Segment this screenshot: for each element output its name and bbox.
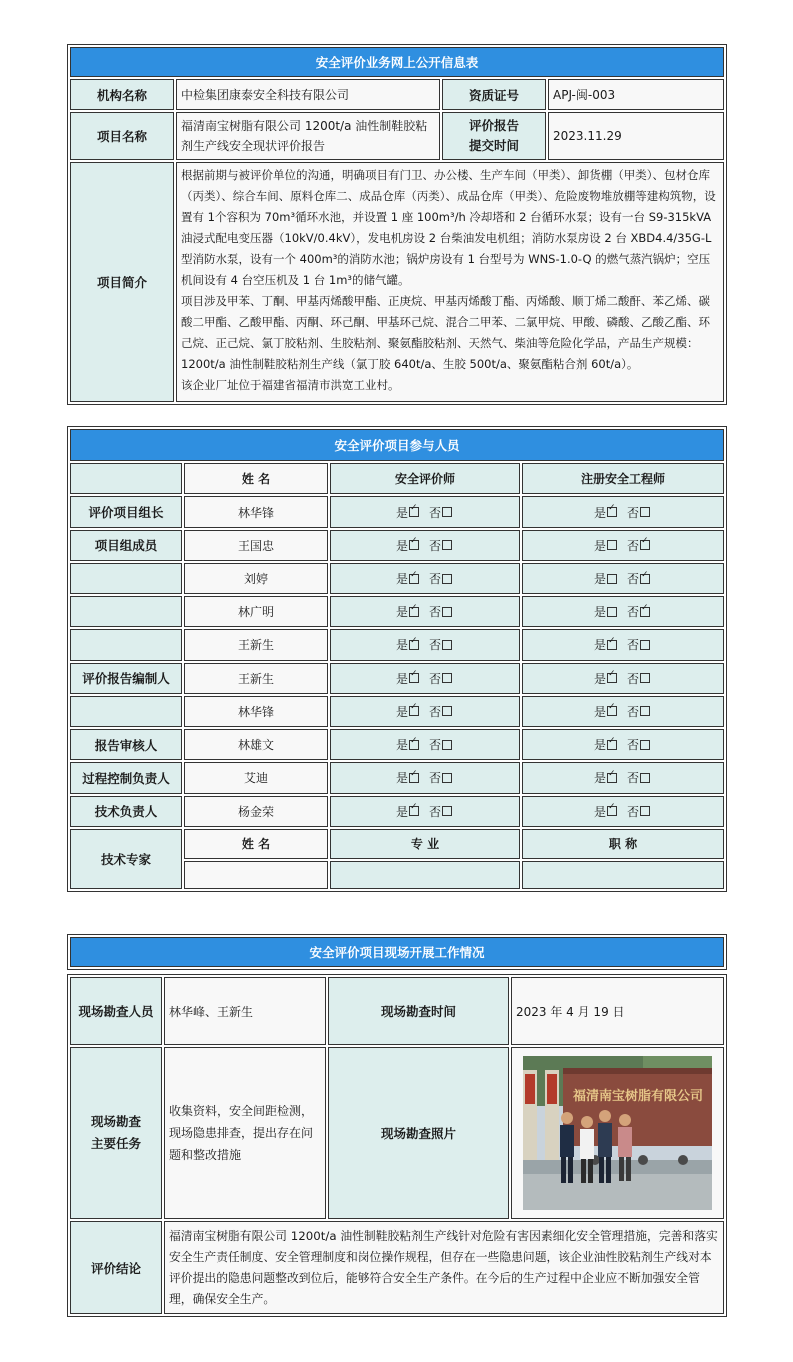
no-checkbox [442, 507, 452, 517]
task-value: 收集资料，安全间距检测，现场隐患排查，提出存在问题和整改措施 [164, 1047, 326, 1219]
evaluator-status-cell [330, 796, 520, 827]
no-checkbox [442, 673, 452, 683]
yes-label: 是 [395, 538, 408, 553]
no-label: 否 [627, 538, 640, 553]
yes-label: 是 [593, 572, 606, 587]
survey-staff-value: 林华峰、王新生 [164, 977, 326, 1045]
no-checkbox [640, 740, 650, 750]
yes-checkbox [607, 607, 617, 617]
cert-value: APJ-闽-003 [548, 79, 724, 110]
project-name-value: 福清南宝树脂有限公司 1200t/a 油性制鞋胶粘剂生产线安全现状评价报告 [176, 112, 440, 160]
section-title: 安全评价项目参与人员 [70, 429, 724, 461]
no-label: 否 [429, 505, 442, 520]
no-checkbox [640, 507, 650, 517]
yes-label: 是 [395, 605, 408, 620]
personnel-table [67, 426, 727, 892]
no-label: 否 [429, 704, 442, 719]
person-name: 林广明 [184, 596, 328, 627]
yes-checkbox [409, 574, 419, 584]
yes-checkbox [409, 640, 419, 650]
evaluator-status-cell [330, 696, 520, 727]
no-checkbox [640, 806, 650, 816]
table-row [70, 496, 724, 527]
no-checkbox [442, 773, 452, 783]
yes-checkbox [409, 673, 419, 683]
submit-label-line2: 提交时间 [468, 138, 519, 153]
evaluator-status-cell [330, 596, 520, 627]
yes-checkbox [409, 540, 419, 550]
role-cell [70, 596, 182, 627]
yes-label: 是 [395, 738, 408, 753]
submit-time-value: 2023.11.29 [548, 112, 724, 160]
task-label-line1: 现场勘查 [90, 1114, 141, 1129]
engineer-status-cell [522, 563, 724, 594]
evaluator-status-cell [330, 762, 520, 793]
yes-label: 是 [395, 572, 408, 587]
yes-checkbox [607, 673, 617, 683]
engineer-status-cell [522, 762, 724, 793]
expert-title-cell [522, 861, 724, 889]
yes-label: 是 [395, 704, 408, 719]
yes-label: 是 [593, 538, 606, 553]
section-title: 安全评价业务网上公开信息表 [70, 47, 724, 77]
evaluator-status-cell [330, 629, 520, 660]
no-label: 否 [627, 572, 640, 587]
intro-paragraph: 该企业厂址位于福建省福清市洪宽工业村。 [181, 378, 400, 392]
role-cell [70, 696, 182, 727]
no-checkbox [640, 640, 650, 650]
yes-label: 是 [593, 605, 606, 620]
table-row [70, 729, 724, 760]
engineer-status-cell [522, 796, 724, 827]
role-cell: 项目组成员 [70, 530, 182, 561]
intro-paragraph: 根据前期与被评价单位的沟通，明确项目有门卫、办公楼、生产车间（甲类）、卸货棚（甲类）、包材仓库（丙类）、综合车间、原料仓库二、成品仓库（丙类）、成品仓库（甲类）、危险废物堆放棚等建构筑物，设置有 1个容积为 70m³循环水池，并设置 1 座 100m³/h 冷却塔和 2 台循环水泵；设有一台 S9-315kVA 油浸式配电变压器（10kV/0.4kV），发电机房设 2 台柴油发电机组；消防水泵房设 2 台 XBD4.4/35G-L 型消防水泵，设有一个 400m³的消防水池；锅炉房设有 1 台型号为 WNS-1.0-Q 的燃气蒸汽锅炉；空压机间设有 4 台空压机及 1 台 1m³的储气罐。 [181, 168, 716, 287]
yes-label: 是 [395, 771, 408, 786]
no-checkbox [640, 540, 650, 550]
no-label: 否 [429, 771, 442, 786]
no-label: 否 [429, 638, 442, 653]
yes-checkbox [409, 607, 419, 617]
no-checkbox [640, 607, 650, 617]
cert-label: 资质证号 [442, 79, 546, 110]
yes-label: 是 [395, 671, 408, 686]
evaluator-status-cell [330, 563, 520, 594]
no-label: 否 [429, 572, 442, 587]
yes-label: 是 [593, 505, 606, 520]
person-name: 林华锋 [184, 696, 328, 727]
yes-label: 是 [593, 771, 606, 786]
table-row [70, 762, 724, 793]
submit-label-line1: 评价报告 [468, 118, 519, 133]
site-survey-photo [523, 1056, 712, 1210]
yes-checkbox [409, 740, 419, 750]
no-checkbox [442, 706, 452, 716]
no-checkbox [640, 773, 650, 783]
evaluator-status-cell [330, 663, 520, 694]
yes-label: 是 [395, 638, 408, 653]
person-name: 王国忠 [184, 530, 328, 561]
table-row [70, 596, 724, 627]
blank-cell [70, 463, 182, 494]
yes-label: 是 [395, 804, 408, 819]
yes-checkbox [607, 574, 617, 584]
person-name: 杨金荣 [184, 796, 328, 827]
survey-time-value: 2023 年 4 月 19 日 [511, 977, 724, 1045]
expert-col-major: 专 业 [330, 829, 520, 859]
table-row [70, 796, 724, 827]
expert-col-title: 职 称 [522, 829, 724, 859]
yes-label: 是 [593, 671, 606, 686]
role-cell: 评价项目组长 [70, 496, 182, 527]
no-label: 否 [627, 771, 640, 786]
role-cell [70, 563, 182, 594]
no-checkbox [442, 540, 452, 550]
no-checkbox [640, 706, 650, 716]
no-label: 否 [627, 605, 640, 620]
role-cell [70, 629, 182, 660]
role-cell: 评价报告编制人 [70, 663, 182, 694]
intro-label: 项目简介 [70, 162, 174, 402]
task-label [70, 1047, 162, 1219]
person-name: 林雄文 [184, 729, 328, 760]
person-name: 王新生 [184, 663, 328, 694]
no-label: 否 [627, 804, 640, 819]
survey-time-label: 现场勘查时间 [328, 977, 509, 1045]
public-info-table [67, 44, 727, 405]
yes-checkbox [607, 640, 617, 650]
col-evaluator-header: 安全评价师 [330, 463, 520, 494]
expert-name-cell [184, 861, 328, 889]
yes-label: 是 [593, 638, 606, 653]
intro-text [176, 162, 724, 402]
engineer-status-cell [522, 496, 724, 527]
no-label: 否 [429, 738, 442, 753]
task-label-line2: 主要任务 [90, 1136, 141, 1151]
no-checkbox [442, 806, 452, 816]
photo-label: 现场勘查照片 [328, 1047, 509, 1219]
table-row [70, 663, 724, 694]
org-label: 机构名称 [70, 79, 174, 110]
yes-checkbox [607, 806, 617, 816]
yes-label: 是 [593, 704, 606, 719]
no-checkbox [442, 607, 452, 617]
personnel-rows [70, 496, 724, 826]
field-work-title-table [67, 934, 727, 970]
engineer-status-cell [522, 663, 724, 694]
table-row [70, 629, 724, 660]
section-title: 安全评价项目现场开展工作情况 [70, 937, 724, 967]
yes-label: 是 [395, 505, 408, 520]
yes-checkbox [409, 773, 419, 783]
role-cell: 技术负责人 [70, 796, 182, 827]
org-value: 中检集团康泰安全科技有限公司 [176, 79, 440, 110]
yes-checkbox [409, 806, 419, 816]
no-label: 否 [429, 538, 442, 553]
evaluator-status-cell [330, 530, 520, 561]
no-label: 否 [627, 704, 640, 719]
table-row [70, 696, 724, 727]
expert-major-cell [330, 861, 520, 889]
person-name: 王新生 [184, 629, 328, 660]
no-checkbox [442, 740, 452, 750]
no-checkbox [442, 574, 452, 584]
yes-checkbox [607, 706, 617, 716]
expert-col-name: 姓 名 [184, 829, 328, 859]
expert-label: 技术专家 [70, 829, 182, 889]
no-label: 否 [429, 671, 442, 686]
no-checkbox [640, 673, 650, 683]
yes-checkbox [607, 507, 617, 517]
no-checkbox [640, 574, 650, 584]
conclusion-label: 评价结论 [70, 1221, 162, 1314]
role-cell: 报告审核人 [70, 729, 182, 760]
evaluator-status-cell [330, 729, 520, 760]
yes-checkbox [607, 773, 617, 783]
project-name-label: 项目名称 [70, 112, 174, 160]
conclusion-value: 福清南宝树脂有限公司 1200t/a 油性制鞋胶粘剂生产线针对危险有害因素细化安全管理措施，完善和落实安全生产责任制度、安全管理制度和岗位操作规程，但存在一些隐患问题，该企业油性胶粘剂生产线对本评价提出的隐患问题整改到位后，能够符合安全生产条件。在今后的生产过程中企业应不断加强安全管理，确保安全生产。 [164, 1221, 724, 1314]
no-label: 否 [627, 505, 640, 520]
role-cell: 过程控制负责人 [70, 762, 182, 793]
person-name: 艾迪 [184, 762, 328, 793]
yes-checkbox [607, 540, 617, 550]
table-row [70, 530, 724, 561]
no-checkbox [442, 640, 452, 650]
engineer-status-cell [522, 629, 724, 660]
submit-time-label [442, 112, 546, 160]
no-label: 否 [627, 738, 640, 753]
photo-sign-text: 福清南宝树脂有限公司 [572, 1088, 704, 1103]
engineer-status-cell [522, 696, 724, 727]
engineer-status-cell [522, 729, 724, 760]
photo-cell [511, 1047, 724, 1219]
yes-label: 是 [593, 738, 606, 753]
yes-label: 是 [593, 804, 606, 819]
no-label: 否 [429, 804, 442, 819]
yes-checkbox [409, 706, 419, 716]
evaluator-status-cell [330, 496, 520, 527]
no-label: 否 [429, 605, 442, 620]
no-label: 否 [627, 671, 640, 686]
yes-checkbox [607, 740, 617, 750]
person-name: 刘婷 [184, 563, 328, 594]
engineer-status-cell [522, 530, 724, 561]
col-name-header: 姓 名 [184, 463, 328, 494]
field-work-table [67, 974, 727, 1317]
engineer-status-cell [522, 596, 724, 627]
person-name: 林华锋 [184, 496, 328, 527]
intro-paragraph: 项目涉及甲苯、丁酮、甲基丙烯酸甲酯、正庚烷、甲基丙烯酸丁酯、丙烯酸、顺丁烯二酸酐、苯乙烯、碳酸二甲酯、乙酸甲酯、丙酮、环己酮、甲基环己烷、混合二甲苯、二氯甲烷、甲酸、磷酸、乙酸乙酯、环己烷、正己烷、氯丁胶粘剂、生胶粘剂、聚氨酯胶粘剂、天然气、柴油等危险化学品，产品生产规模：1200t/a 油性制鞋胶粘剂生产线（氯丁胶 640t/a、生胶 500t/a、聚氨酯粘合剂 60t/a）。 [181, 294, 710, 371]
col-engineer-header: 注册安全工程师 [522, 463, 724, 494]
no-label: 否 [627, 638, 640, 653]
survey-staff-label: 现场勘查人员 [70, 977, 162, 1045]
yes-checkbox [409, 507, 419, 517]
table-row [70, 563, 724, 594]
